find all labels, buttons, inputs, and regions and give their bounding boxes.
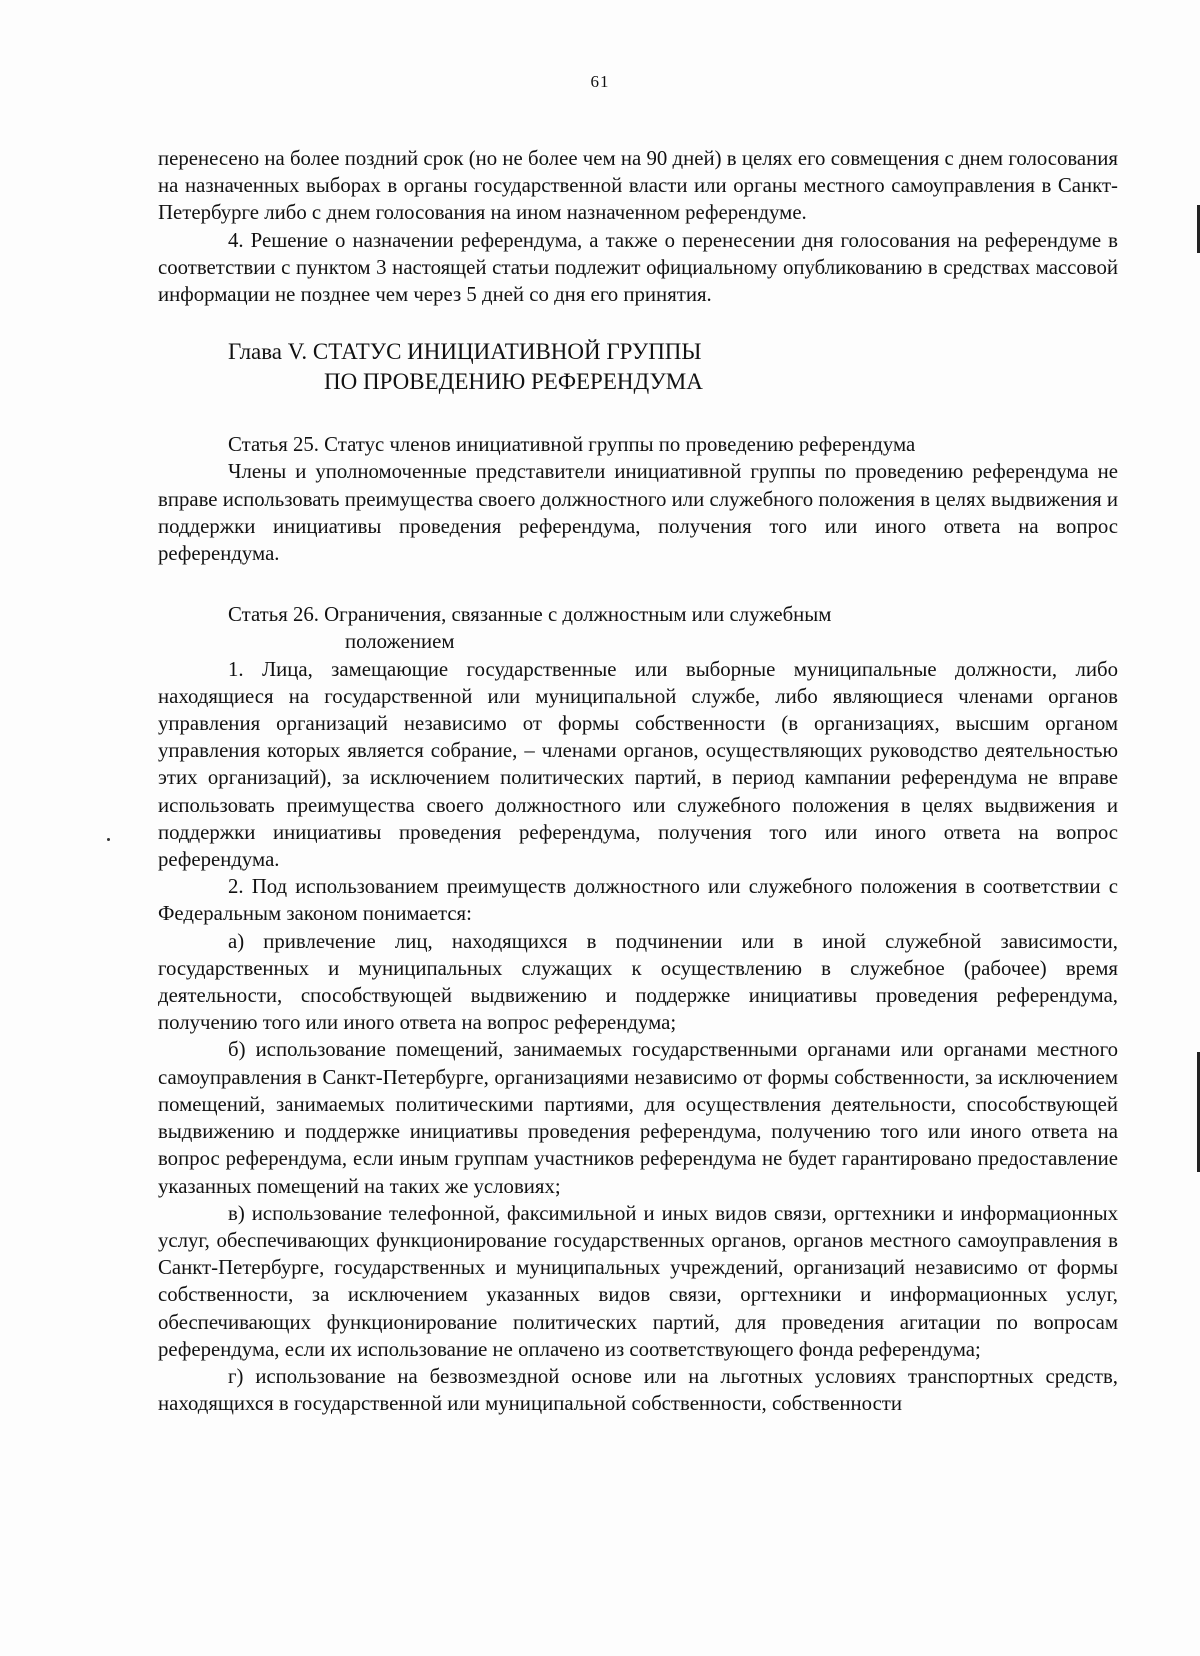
article-26-item-b: б) использование помещений, занимаемых государственными органами или органами местного самоуправления в Санкт-Петербурге, организациями независимо от формы собственности, за исключением помещений, занимаемых политическими партиями, для осуществления деятельности, способствующей выдвижению и поддержке инициативы проведения референдума, получению того или иного ответа на вопрос референдума, если иным группам участников референдума не будет гарантировано предоставление указанных помещений на таких же условиях; [158, 1038, 1118, 1198]
article-26-title [228, 601, 1118, 655]
article-26-title-line-2: положением [345, 630, 455, 654]
article-25-title: Статья 25. Статус членов инициативной группы по проведению референдума [228, 433, 916, 457]
article-25-body: Члены и уполномоченные представители инициативной группы по проведению референдума не вправе использовать преимущества своего должностного или служебного положения в целях выдвижения и поддержки инициативы проведения референдума, получения того или иного ответа на вопрос референдума. [158, 460, 1118, 566]
page-number: 61 [590, 72, 610, 91]
item-4-paragraph: 4. Решение о назначении референдума, а также о перенесении дня голосования на референдуме в соответствии с пунктом 3 настоящей статьи подлежит официальному опубликованию в средствах массовой информации не позднее чем через 5 дней со дня его принятия. [158, 228, 1118, 307]
article-26-paragraph-2: 2. Под использованием преимуществ должностного или служебного положения в соответствии с Федеральным законом понимается: [158, 875, 1118, 926]
article-26-item-a: а) привлечение лиц, находящихся в подчинении или в иной служебной зависимости, государственных и муниципальных служащих к осуществлению в служебное (рабочее) время деятельности, способствующей выдвижению и поддержке инициативы проведения референдума, получению того или иного ответа на вопрос референдума; [158, 929, 1118, 1035]
continuation-paragraph: перенесено на более поздний срок (но не более чем на 90 дней) в целях его совмещения с днем голосования на назначенных выборах в органы государственной власти или органы местного самоуправления в Санкт-Петербурге либо с днем голосования на ином назначенном референдуме. [158, 147, 1118, 225]
article-26-paragraph-1: 1. Лица, замещающие государственные или выборные муниципальные должности, либо находящиеся на государственной или муниципальной службе, либо являющиеся членами органов управления организаций независимо от формы собственности (в организациях, высшим органом управления которых является собрание, – членами органов, осуществляющих руководство деятельностью этих организаций), за исключением политических партий, в период кампании референдума не вправе использовать преимущества своего должностного или служебного положения в целях выдвижения и поддержки инициативы проведения референдума, получения того или иного ответа на вопрос референдума. [158, 657, 1118, 872]
chapter-title-line-2: ПО ПРОВЕДЕНИЮ РЕФЕРЕНДУМА [324, 369, 703, 395]
article-26-item-v: в) использование телефонной, факсимильной и иных видов связи, оргтехники и информационных услуг, обеспечивающих функционирование государственных органов, органов местного самоуправления в Санкт-Петербурге, государственных и муниципальных учреждений, организаций независимо от формы собственности, за исключением указанных видов связи, оргтехники и информационных услуг, обеспечивающих функционирование политических партий, для проведения агитации по вопросам референдума, если их использование не оплачено из соответствующего фонда референдума; [158, 1201, 1118, 1361]
document-body [158, 145, 1118, 1417]
chapter-title-line-1: Глава V. СТАТУС ИНИЦИАТИВНОЙ ГРУППЫ [228, 339, 702, 365]
article-26-title-line-1: Статья 26. Ограничения, связанные с должностным или служебным [228, 603, 832, 627]
scan-speck [107, 838, 110, 841]
chapter-title [228, 337, 1118, 397]
article-26-item-g: г) использование на безвозмездной основе или на льготных условиях транспортных средств, находящихся в государственной или муниципальной собственности, собственности [158, 1364, 1118, 1416]
scan-edge-marks [1196, 0, 1200, 1656]
